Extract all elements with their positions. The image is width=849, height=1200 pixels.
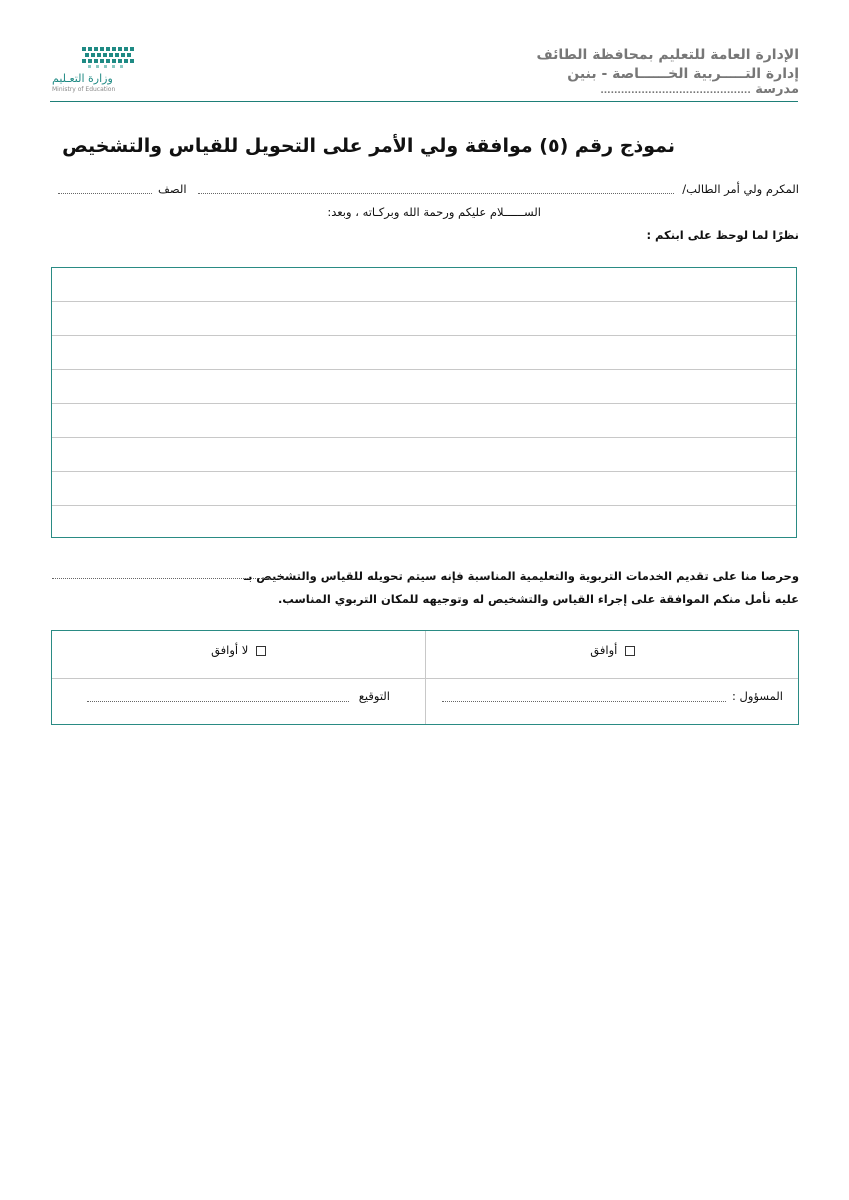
- disagree-checkbox[interactable]: [256, 646, 266, 656]
- observation-line: [52, 437, 796, 438]
- official-label: المسؤول :: [732, 689, 783, 703]
- observation-line: [52, 301, 796, 302]
- header-school-dots: ............................................: [600, 86, 751, 96]
- form-title: نموذج رقم (٥) موافقة ولي الأمر على التحويل للقياس والتشخيص: [62, 135, 675, 157]
- class-field[interactable]: [58, 193, 152, 194]
- header-school-label: مدرسة: [755, 82, 799, 97]
- disagree-option[interactable]: [211, 643, 266, 657]
- guardian-name-field[interactable]: [198, 193, 674, 194]
- header-school: [600, 82, 799, 97]
- observation-line: [52, 335, 796, 336]
- official-name-field[interactable]: [442, 701, 726, 702]
- referral-paragraph-line1: وحرصا منا على تقديم الخدمات التربوية والتعليمية المناسبة فإنه سيتم تحويله للقياس والتشخيص بـ: [244, 569, 799, 583]
- header-department: إدارة التـــــربية الخــــــاصة - بنين: [567, 66, 799, 82]
- consent-table: [51, 630, 799, 725]
- observation-line: [52, 403, 796, 404]
- ministry-logo: [46, 44, 146, 98]
- ministry-logo-icon: [46, 44, 146, 74]
- consent-table-divider-h: [52, 678, 798, 679]
- referral-reason-field[interactable]: [52, 578, 286, 579]
- disagree-label: لا أوافق: [211, 643, 249, 657]
- observations-box[interactable]: [51, 267, 797, 538]
- agree-label: أوافق: [590, 643, 618, 657]
- observation-line: [52, 369, 796, 370]
- logo-arabic-text: وزارة التعـليم: [52, 72, 113, 85]
- signature-label: التوقيع: [358, 689, 390, 703]
- agree-checkbox[interactable]: [625, 646, 635, 656]
- header-directorate: الإدارة العامة للتعليم بمحافظة الطائف: [536, 47, 799, 63]
- observation-line: [52, 505, 796, 506]
- agree-option[interactable]: [590, 643, 635, 657]
- class-label: الصف: [158, 182, 187, 196]
- referral-paragraph-line2: عليه نأمل منكم الموافقة على إجراء القياس والتشخيص له وتوجيهه للمكان التربوي المناسب.: [277, 592, 799, 606]
- observed-label: نظرًا لما لوحظ على ابنكم :: [646, 228, 799, 242]
- signature-field[interactable]: [87, 701, 349, 702]
- observation-line: [52, 471, 796, 472]
- guardian-label: المكرم ولي أمر الطالب/: [682, 182, 799, 196]
- greeting: الســــــلام عليكم ورحمة الله وبركـاته ، وبعد:: [327, 205, 541, 219]
- logo-english-text: Ministry of Education: [52, 86, 116, 93]
- header-divider: [50, 101, 798, 102]
